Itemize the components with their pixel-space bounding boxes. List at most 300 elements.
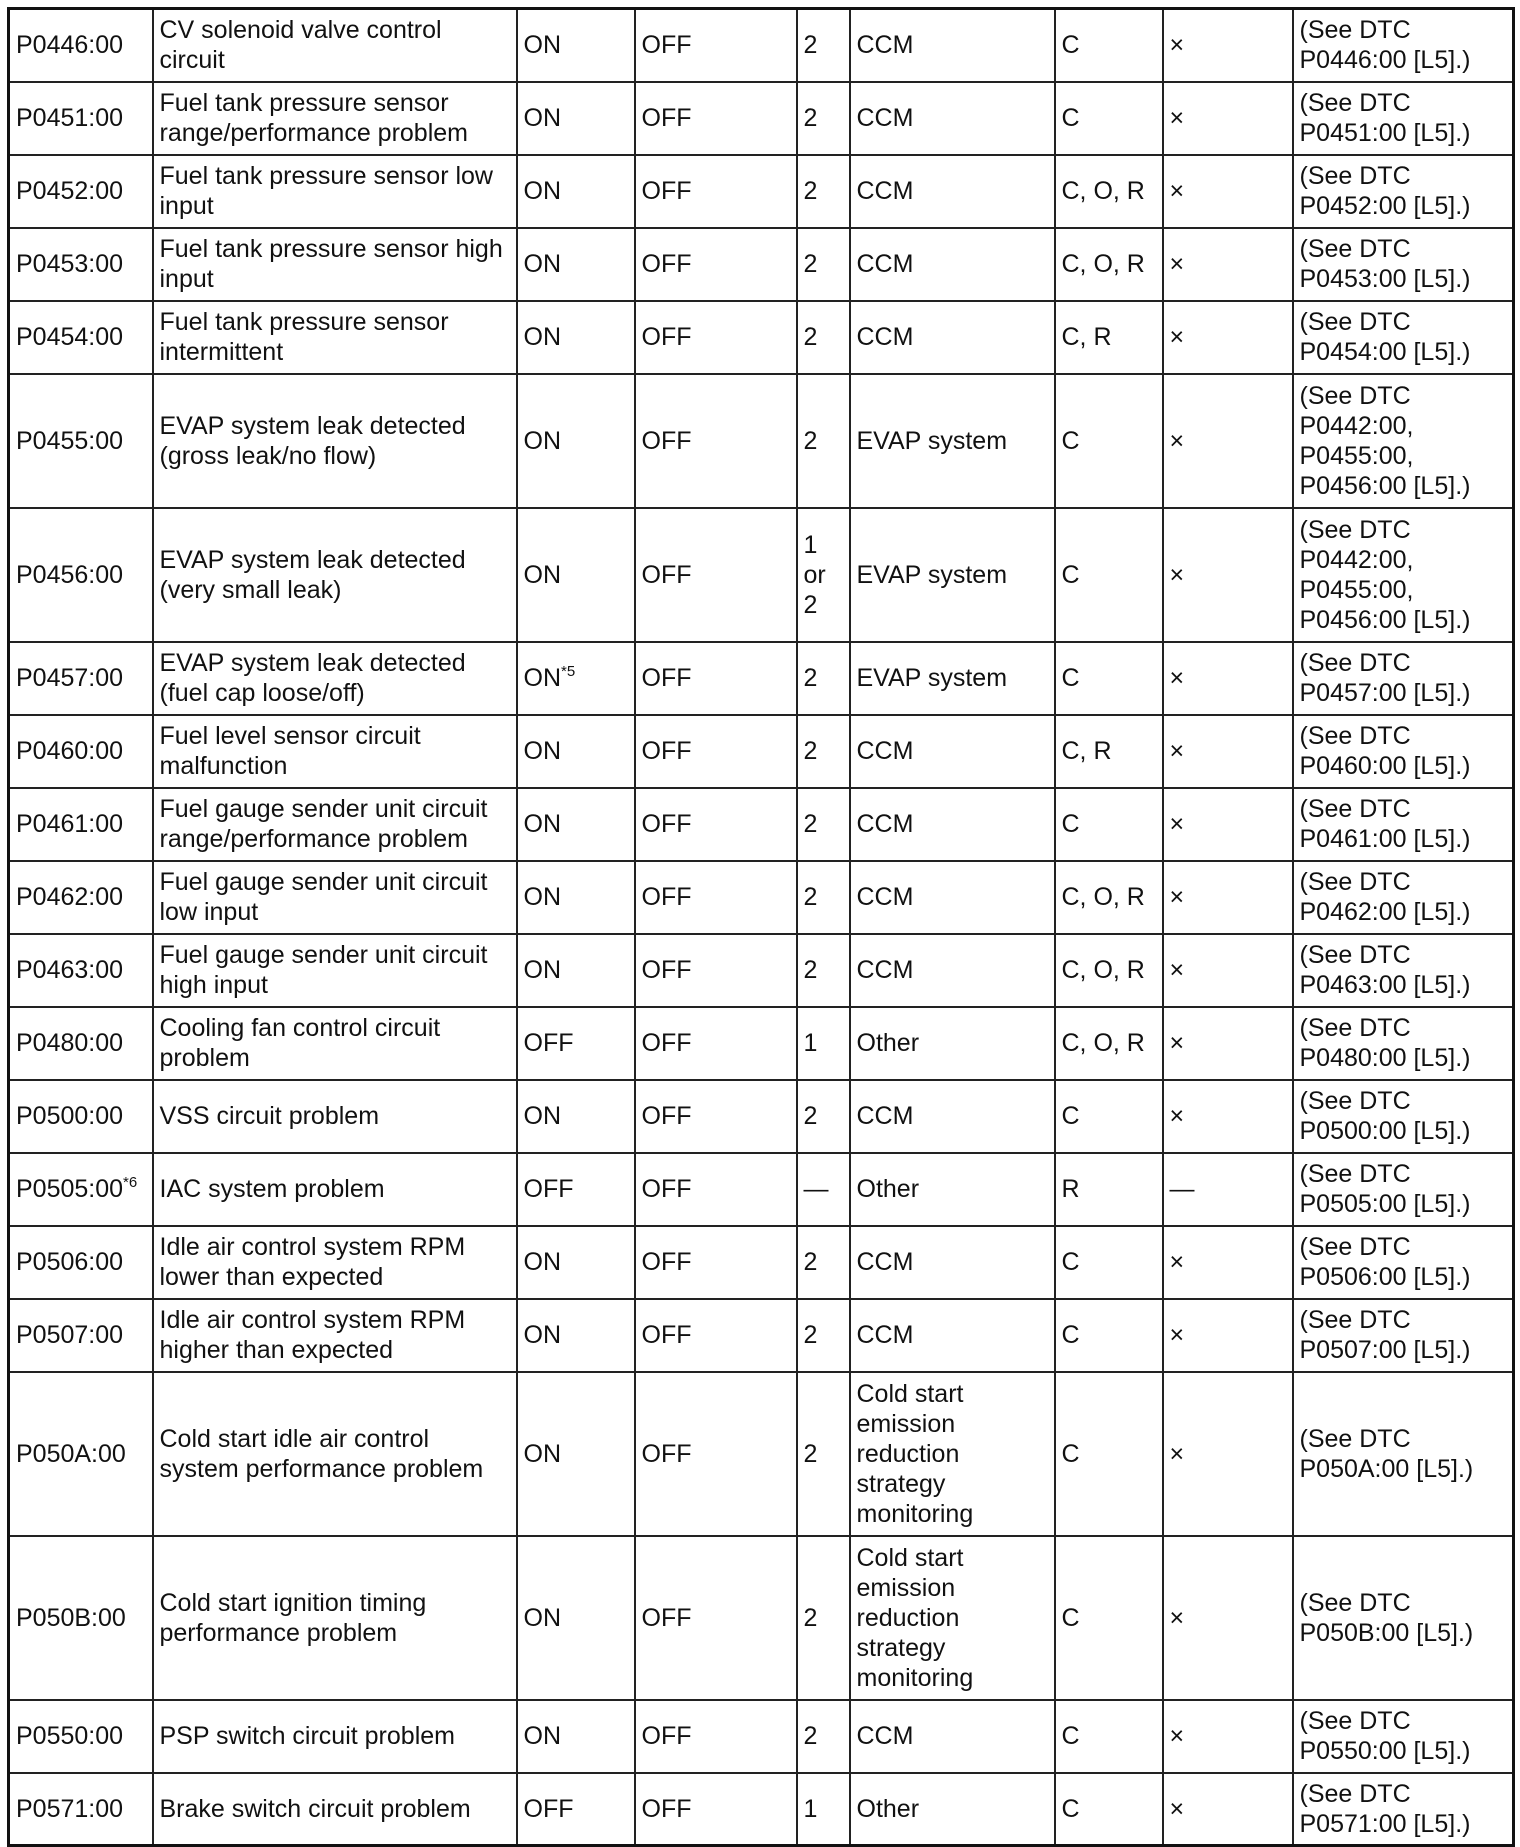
drive-cycle-cell <box>797 1773 850 1846</box>
dtc-code: P0500:00 <box>16 1102 124 1130</box>
mil-status-cell <box>517 642 635 715</box>
drive-cycle: 2 <box>803 664 818 692</box>
dtc-description-cell <box>153 82 517 155</box>
memory-function: C, O, R <box>1061 956 1145 984</box>
dtc-code-cell <box>9 82 153 155</box>
drive-cycle-cell <box>797 715 850 788</box>
dtc-description-cell <box>153 1700 517 1773</box>
memory-function: C <box>1061 1439 1080 1468</box>
dc-status-cell <box>635 228 797 301</box>
dtc-code: P0456:00 <box>16 560 124 589</box>
monitor-item-cell <box>850 374 1055 508</box>
monitor-item: EVAP system <box>856 664 1008 692</box>
monitor-item: CCM <box>856 1321 914 1349</box>
dc-status-cell <box>635 508 797 642</box>
reference-page-cell <box>1293 228 1514 301</box>
dtc-description-cell <box>153 1080 517 1153</box>
dc-status-cell <box>635 1372 797 1536</box>
memory-function: C <box>1061 31 1080 60</box>
dtc-description-cell <box>153 642 517 715</box>
monitor-item: Other <box>856 1029 920 1057</box>
memory-function: C <box>1061 560 1080 589</box>
dtc-description-cell <box>153 1153 517 1226</box>
memory-function-cell <box>1055 9 1163 82</box>
drive-cycle: 2 <box>803 1722 818 1750</box>
table-row <box>9 301 1514 374</box>
mil-status-cell <box>517 1153 635 1226</box>
dc-status: OFF <box>641 810 692 838</box>
memory-function-cell <box>1055 228 1163 301</box>
dtc-description: Fuel tank pressure sensor high input <box>159 235 503 293</box>
dc-status: OFF <box>641 1321 692 1349</box>
monitor-item: EVAP system <box>856 560 1008 589</box>
dc-status: OFF <box>641 664 692 692</box>
dc-status-cell <box>635 374 797 508</box>
dtc-description: Fuel gauge sender unit circuit range/performance problem <box>159 795 488 853</box>
reference-page-cell <box>1293 1226 1514 1299</box>
drive-cycle-cell <box>797 1536 850 1700</box>
self-test: × <box>1169 1029 1185 1057</box>
drive-cycle-cell <box>797 374 850 508</box>
drive-cycle: 2 <box>803 250 818 278</box>
memory-function: C, O, R <box>1061 250 1145 278</box>
table-row <box>9 1773 1514 1846</box>
dtc-description-cell <box>153 228 517 301</box>
dtc-code: P0455:00 <box>16 426 124 455</box>
reference-page: (See DTC P0460:00 [L5].) <box>1299 722 1471 780</box>
drive-cycle: 2 <box>803 177 818 205</box>
mil-status-cell <box>517 374 635 508</box>
table-row <box>9 934 1514 1007</box>
memory-function: C <box>1061 1102 1080 1130</box>
reference-page: (See DTC P050A:00 [L5].) <box>1299 1424 1474 1483</box>
drive-cycle: 2 <box>803 810 818 838</box>
dtc-description-cell <box>153 301 517 374</box>
self-test-cell <box>1163 1226 1293 1299</box>
self-test: × <box>1169 810 1185 838</box>
self-test-cell <box>1163 1700 1293 1773</box>
mil-status-cell <box>517 1299 635 1372</box>
dtc-description-cell <box>153 374 517 508</box>
drive-cycle: 2 <box>803 1102 818 1130</box>
table-row <box>9 1700 1514 1773</box>
memory-function: C <box>1061 1321 1080 1349</box>
dc-status: OFF <box>641 31 692 60</box>
monitor-item-cell <box>850 715 1055 788</box>
mil-status-cell <box>517 1773 635 1846</box>
dtc-code-cell <box>9 861 153 934</box>
monitor-item: CCM <box>856 737 914 765</box>
dc-status-cell <box>635 1153 797 1226</box>
table-row <box>9 9 1514 82</box>
self-test: × <box>1169 560 1185 589</box>
dtc-code-cell <box>9 642 153 715</box>
dc-status: OFF <box>641 883 692 911</box>
drive-cycle-cell <box>797 1700 850 1773</box>
dtc-code-cell <box>9 1773 153 1846</box>
dtc-description: EVAP system leak detected (gross leak/no flow) <box>159 411 466 470</box>
mil-status: ON <box>523 1248 561 1276</box>
dc-status-cell <box>635 642 797 715</box>
monitor-item: EVAP system <box>856 426 1008 455</box>
drive-cycle: 2 <box>803 737 818 765</box>
dc-status-cell <box>635 155 797 228</box>
memory-function-cell <box>1055 301 1163 374</box>
dc-status-cell <box>635 788 797 861</box>
table-row <box>9 228 1514 301</box>
drive-cycle-cell <box>797 1153 850 1226</box>
mil-status-cell <box>517 715 635 788</box>
mil-status-cell <box>517 1700 635 1773</box>
self-test: × <box>1169 31 1185 60</box>
self-test: — <box>1169 1175 1195 1203</box>
dc-status-cell <box>635 1007 797 1080</box>
dc-status: OFF <box>641 956 692 984</box>
monitor-item: Other <box>856 1175 920 1203</box>
reference-page: (See DTC P0453:00 [L5].) <box>1299 235 1471 293</box>
memory-function-cell <box>1055 1700 1163 1773</box>
mil-status: ON <box>523 664 561 692</box>
reference-page-cell <box>1293 788 1514 861</box>
mil-status: ON <box>523 560 561 589</box>
self-test: × <box>1169 1722 1185 1750</box>
reference-page: (See DTC P050B:00 [L5].) <box>1299 1588 1474 1647</box>
dtc-description: Fuel tank pressure sensor low input <box>159 162 493 220</box>
drive-cycle-cell <box>797 228 850 301</box>
table-row <box>9 642 1514 715</box>
reference-page-cell <box>1293 1153 1514 1226</box>
memory-function: C, R <box>1061 737 1112 765</box>
monitor-item-cell <box>850 1226 1055 1299</box>
dtc-code: P0460:00 <box>16 737 124 765</box>
mil-status: ON <box>523 1722 561 1750</box>
table-row <box>9 1153 1514 1226</box>
memory-function-cell <box>1055 1773 1163 1846</box>
mil-status-cell <box>517 155 635 228</box>
reference-page-cell <box>1293 1700 1514 1773</box>
reference-page-cell <box>1293 1080 1514 1153</box>
drive-cycle-cell <box>797 9 850 82</box>
dc-status: OFF <box>641 1722 692 1750</box>
drive-cycle-cell <box>797 788 850 861</box>
mil-status: ON <box>523 1102 561 1130</box>
reference-page: (See DTC P0463:00 [L5].) <box>1299 941 1471 999</box>
monitor-item: CCM <box>856 1102 914 1130</box>
dtc-code: P0480:00 <box>16 1029 124 1057</box>
dtc-code-cell <box>9 1536 153 1700</box>
dtc-description-cell <box>153 861 517 934</box>
mil-status: ON <box>523 426 561 455</box>
monitor-item: CCM <box>856 1248 914 1276</box>
drive-cycle-cell <box>797 1372 850 1536</box>
table-row <box>9 1080 1514 1153</box>
self-test: × <box>1169 1321 1185 1349</box>
reference-page: (See DTC P0442:00, P0455:00, P0456:00 [L5].) <box>1299 515 1471 634</box>
reference-page: (See DTC P0452:00 [L5].) <box>1299 162 1471 220</box>
monitor-item-cell <box>850 9 1055 82</box>
reference-page-cell <box>1293 642 1514 715</box>
mil-status: ON <box>523 323 561 351</box>
dtc-code: P0463:00 <box>16 956 124 984</box>
memory-function-cell <box>1055 1007 1163 1080</box>
drive-cycle: 2 <box>803 1248 818 1276</box>
dc-status-cell <box>635 1536 797 1700</box>
reference-page-cell <box>1293 374 1514 508</box>
mil-status-cell <box>517 1226 635 1299</box>
self-test-cell <box>1163 715 1293 788</box>
table-row <box>9 155 1514 228</box>
dc-status: OFF <box>641 1603 692 1632</box>
table-row <box>9 82 1514 155</box>
drive-cycle: 2 <box>803 956 818 984</box>
dc-status: OFF <box>641 323 692 351</box>
dtc-description-cell <box>153 155 517 228</box>
dc-status-cell <box>635 1773 797 1846</box>
memory-function: R <box>1061 1175 1080 1203</box>
memory-function-cell <box>1055 642 1163 715</box>
table-row <box>9 715 1514 788</box>
dtc-code: P0550:00 <box>16 1722 124 1750</box>
dc-status-cell <box>635 861 797 934</box>
monitor-item: Cold start emission reduction strategy monitoring <box>856 1379 974 1528</box>
dc-status: OFF <box>641 1102 692 1130</box>
self-test-cell <box>1163 642 1293 715</box>
memory-function-cell <box>1055 1226 1163 1299</box>
self-test-cell <box>1163 9 1293 82</box>
monitor-item: CCM <box>856 323 914 351</box>
memory-function-cell <box>1055 374 1163 508</box>
dtc-code-cell <box>9 1007 153 1080</box>
self-test-cell <box>1163 1153 1293 1226</box>
monitor-item: CCM <box>856 250 914 278</box>
dtc-code-cell <box>9 788 153 861</box>
dtc-code: P0453:00 <box>16 250 124 278</box>
reference-page: (See DTC P0550:00 [L5].) <box>1299 1707 1471 1765</box>
mil-status-cell <box>517 82 635 155</box>
self-test: × <box>1169 104 1185 132</box>
self-test: × <box>1169 737 1185 765</box>
monitor-item-cell <box>850 788 1055 861</box>
memory-function-cell <box>1055 508 1163 642</box>
self-test-cell <box>1163 82 1293 155</box>
dtc-code-cell <box>9 301 153 374</box>
drive-cycle: 2 <box>803 104 818 132</box>
dc-status: OFF <box>641 737 692 765</box>
reference-page: (See DTC P0461:00 [L5].) <box>1299 795 1471 853</box>
memory-function: C, O, R <box>1061 177 1145 205</box>
dtc-code: P0457:00 <box>16 664 124 692</box>
dc-status: OFF <box>641 1794 692 1823</box>
drive-cycle-cell <box>797 155 850 228</box>
memory-function: C <box>1061 104 1080 132</box>
table-row <box>9 1299 1514 1372</box>
dtc-code-cell <box>9 1700 153 1773</box>
reference-page-cell <box>1293 934 1514 1007</box>
drive-cycle: 1 <box>803 1794 818 1823</box>
reference-page: (See DTC P0457:00 [L5].) <box>1299 649 1471 707</box>
self-test-cell <box>1163 1080 1293 1153</box>
monitor-item-cell <box>850 1773 1055 1846</box>
mil-status: ON <box>523 1603 561 1632</box>
reference-page: (See DTC P0446:00 [L5].) <box>1299 16 1471 75</box>
mil-status-cell <box>517 1007 635 1080</box>
dtc-description: Cooling fan control circuit problem <box>159 1014 441 1072</box>
drive-cycle-cell <box>797 508 850 642</box>
memory-function: C <box>1061 1248 1080 1276</box>
drive-cycle: 2 <box>803 883 818 911</box>
dtc-description: EVAP system leak detected (fuel cap loose/off) <box>159 649 466 707</box>
dtc-code: P0571:00 <box>16 1794 124 1823</box>
self-test: × <box>1169 323 1185 351</box>
dtc-description: Cold start idle air control system performance problem <box>159 1424 484 1483</box>
reference-page-cell <box>1293 1372 1514 1536</box>
self-test-cell <box>1163 934 1293 1007</box>
table-row <box>9 374 1514 508</box>
dtc-description: Fuel level sensor circuit malfunction <box>159 722 421 780</box>
monitor-item: CCM <box>856 1722 914 1750</box>
memory-function: C <box>1061 664 1080 692</box>
reference-page-cell <box>1293 1007 1514 1080</box>
dtc-code: P0452:00 <box>16 177 124 205</box>
memory-function: C <box>1061 1794 1080 1823</box>
mil-status: ON <box>523 250 561 278</box>
dtc-description-cell <box>153 508 517 642</box>
table-row <box>9 1226 1514 1299</box>
mil-status: ON <box>523 956 561 984</box>
dtc-description-cell <box>153 9 517 82</box>
dtc-code: P0507:00 <box>16 1321 124 1349</box>
dtc-code-cell <box>9 374 153 508</box>
table-row <box>9 508 1514 642</box>
mil-status: ON <box>523 810 561 838</box>
table-row <box>9 861 1514 934</box>
memory-function-cell <box>1055 788 1163 861</box>
memory-function: C <box>1061 426 1080 455</box>
dc-status: OFF <box>641 250 692 278</box>
mil-status: ON <box>523 31 561 60</box>
dtc-code-cell <box>9 1299 153 1372</box>
mil-status-footnote: *5 <box>561 663 576 680</box>
self-test-cell <box>1163 1372 1293 1536</box>
mil-status-cell <box>517 1536 635 1700</box>
memory-function-cell <box>1055 155 1163 228</box>
mil-status-cell <box>517 788 635 861</box>
memory-function: C, O, R <box>1061 1029 1145 1057</box>
reference-page: (See DTC P0505:00 [L5].) <box>1299 1160 1471 1218</box>
self-test: × <box>1169 1102 1185 1130</box>
dc-status-cell <box>635 1700 797 1773</box>
dtc-description-cell <box>153 934 517 1007</box>
reference-page-cell <box>1293 1299 1514 1372</box>
monitor-item: CCM <box>856 810 914 838</box>
monitor-item: CCM <box>856 956 914 984</box>
memory-function-cell <box>1055 861 1163 934</box>
dtc-code: P0451:00 <box>16 104 124 132</box>
dtc-code: P050A:00 <box>16 1439 126 1468</box>
reference-page-cell <box>1293 155 1514 228</box>
mil-status: ON <box>523 737 561 765</box>
dtc-table-body <box>9 9 1514 1846</box>
dc-status-cell <box>635 1299 797 1372</box>
dtc-code-cell <box>9 155 153 228</box>
dtc-code-cell <box>9 934 153 1007</box>
reference-page-cell <box>1293 1773 1514 1846</box>
self-test-cell <box>1163 1007 1293 1080</box>
memory-function-cell <box>1055 1536 1163 1700</box>
mil-status: OFF <box>523 1794 574 1823</box>
dtc-code: P0462:00 <box>16 883 124 911</box>
dtc-description-cell <box>153 715 517 788</box>
self-test-cell <box>1163 301 1293 374</box>
mil-status: ON <box>523 1439 561 1468</box>
self-test: × <box>1169 426 1185 455</box>
reference-page: (See DTC P0507:00 [L5].) <box>1299 1306 1471 1364</box>
drive-cycle: 2 <box>803 1439 818 1468</box>
dtc-code-cell <box>9 1080 153 1153</box>
dtc-code-cell <box>9 1226 153 1299</box>
dtc-description: Brake switch circuit problem <box>159 1794 471 1823</box>
memory-function: C <box>1061 810 1080 838</box>
self-test: × <box>1169 177 1185 205</box>
mil-status-cell <box>517 508 635 642</box>
drive-cycle: 2 <box>803 426 818 455</box>
dtc-table <box>7 7 1515 1847</box>
self-test: × <box>1169 956 1185 984</box>
mil-status: OFF <box>523 1175 574 1203</box>
self-test-cell <box>1163 861 1293 934</box>
monitor-item-cell <box>850 861 1055 934</box>
memory-function-cell <box>1055 1080 1163 1153</box>
drive-cycle: 2 <box>803 323 818 351</box>
dtc-description: Fuel tank pressure sensor intermittent <box>159 308 449 366</box>
monitor-item-cell <box>850 1372 1055 1536</box>
self-test-cell <box>1163 374 1293 508</box>
dc-status: OFF <box>641 1439 692 1468</box>
mil-status: OFF <box>523 1029 574 1057</box>
mil-status: ON <box>523 177 561 205</box>
reference-page: (See DTC P0506:00 [L5].) <box>1299 1233 1471 1291</box>
mil-status-cell <box>517 861 635 934</box>
monitor-item: CCM <box>856 104 914 132</box>
dtc-description: Idle air control system RPM higher than expected <box>159 1306 466 1364</box>
mil-status-cell <box>517 1080 635 1153</box>
dtc-code: P0446:00 <box>16 31 124 60</box>
dtc-code-cell <box>9 508 153 642</box>
dtc-description: Fuel gauge sender unit circuit high input <box>159 941 488 999</box>
monitor-item-cell <box>850 1299 1055 1372</box>
reference-page: (See DTC P0480:00 [L5].) <box>1299 1014 1471 1072</box>
dc-status: OFF <box>641 1029 692 1057</box>
mil-status-cell <box>517 228 635 301</box>
drive-cycle: 2 <box>803 1603 818 1632</box>
self-test-cell <box>1163 1299 1293 1372</box>
memory-function-cell <box>1055 1372 1163 1536</box>
dc-status: OFF <box>641 104 692 132</box>
mil-status: ON <box>523 104 561 132</box>
reference-page-cell <box>1293 1536 1514 1700</box>
monitor-item-cell <box>850 1080 1055 1153</box>
reference-page-cell <box>1293 861 1514 934</box>
dc-status: OFF <box>641 426 692 455</box>
self-test: × <box>1169 1603 1185 1632</box>
monitor-item: CCM <box>856 177 914 205</box>
dtc-code-cell <box>9 9 153 82</box>
monitor-item: Cold start emission reduction strategy monitoring <box>856 1543 974 1692</box>
dtc-code: P050B:00 <box>16 1603 126 1632</box>
drive-cycle: 1 <box>803 1029 818 1057</box>
self-test-cell <box>1163 508 1293 642</box>
reference-page-cell <box>1293 9 1514 82</box>
